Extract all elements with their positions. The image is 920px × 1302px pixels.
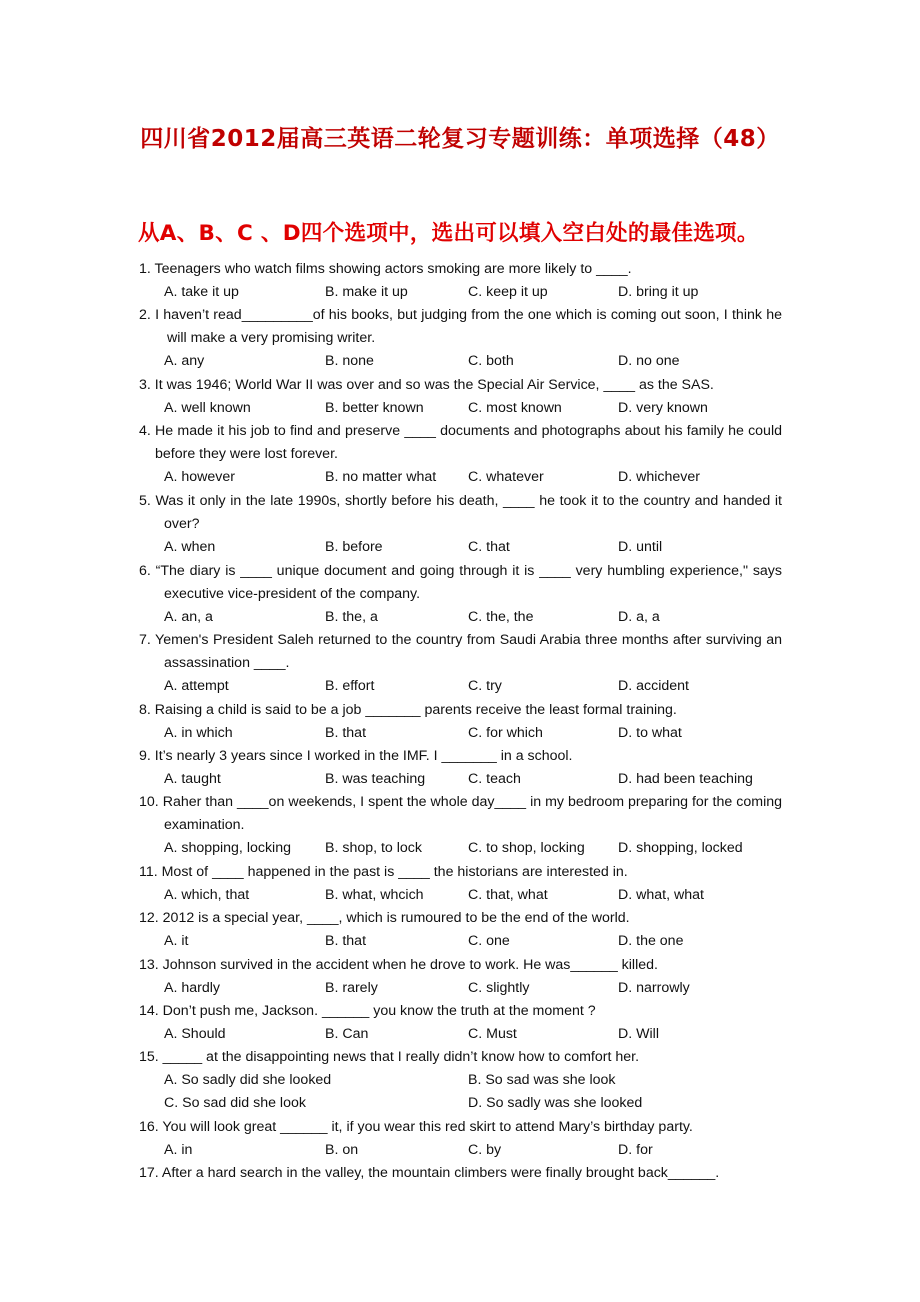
option-d: D. very known — [618, 400, 708, 417]
option-c: C. one — [468, 933, 510, 950]
option-d: D. had been teaching — [618, 771, 753, 788]
option-a: A. So sadly did she looked — [164, 1072, 332, 1089]
question-stem: 12. 2012 is a special year, ____, which is rumoured to be the end of the world. — [139, 910, 630, 926]
option-b: B. shop, to lock — [325, 840, 422, 857]
option-a: A. hardly — [164, 980, 220, 997]
option-b: B. was teaching — [325, 771, 426, 788]
question-options — [139, 350, 782, 373]
option-c: C. teach — [468, 771, 521, 788]
option-a: A. in — [164, 1142, 193, 1159]
option-d: D. until — [618, 539, 663, 556]
question-stem: 13. Johnson survived in the accident when he drove to work. He was______ killed. — [139, 957, 658, 973]
question-options — [139, 1023, 782, 1046]
question-3 — [139, 374, 782, 420]
option-b: B. what, whcich — [325, 887, 424, 904]
option-a: A. however — [164, 469, 235, 486]
question-options — [139, 977, 782, 1000]
page-title: 四川省2012届高三英语二轮复习专题训练：单项选择（48） — [140, 126, 780, 152]
option-c: C. keep it up — [468, 284, 548, 301]
question-options — [139, 466, 782, 489]
question-options — [139, 397, 782, 420]
option-c: C. the, the — [468, 609, 534, 626]
option-d: D. narrowly — [618, 980, 690, 997]
option-d: D. to what — [618, 725, 682, 742]
question-15 — [139, 1046, 782, 1115]
question-7 — [139, 629, 782, 698]
question-stem: 11. Most of ____ happened in the past is ____ the historians are interested in. — [139, 864, 628, 880]
question-stem: 2. I haven’t read_________of his books, but judging from the one which is coming out soon, I think he will make a very promising writer. — [139, 307, 782, 347]
option-d: D. bring it up — [618, 284, 699, 301]
option-a: A. well known — [164, 400, 251, 417]
question-1 — [139, 258, 782, 304]
question-options — [139, 837, 782, 860]
question-11 — [139, 861, 782, 907]
option-d: D. a, a — [618, 609, 660, 626]
option-c: C. to shop, locking — [468, 840, 585, 857]
question-options — [139, 281, 782, 304]
option-c: C. slightly — [468, 980, 530, 997]
question-9 — [139, 745, 782, 791]
question-options — [139, 722, 782, 745]
question-options — [139, 768, 782, 791]
question-options — [139, 606, 782, 629]
question-2 — [139, 304, 782, 373]
question-options — [139, 1139, 782, 1162]
option-b: B. that — [325, 725, 367, 742]
question-6 — [139, 560, 782, 629]
option-d: D. Will — [618, 1026, 659, 1043]
question-stem: 17. After a hard search in the valley, the mountain climbers were finally brought back______. — [139, 1165, 720, 1181]
question-options — [139, 675, 782, 698]
option-a: A. taught — [164, 771, 221, 788]
instruction-heading: 从A、B、C 、D四个选项中，选出可以填入空白处的最佳选项。 — [138, 221, 759, 246]
question-10 — [139, 791, 782, 860]
question-stem: 3. It was 1946; World War II was over and so was the Special Air Service, ____ as the SAS. — [139, 377, 714, 393]
option-c: C. try — [468, 678, 502, 695]
option-b: B. before — [325, 539, 383, 556]
question-stem: 8. Raising a child is said to be a job _______ parents receive the least formal training. — [139, 702, 677, 718]
question-options — [139, 1092, 782, 1115]
question-stem: 9. It’s nearly 3 years since I worked in the IMF. I _______ in a school. — [139, 748, 573, 764]
question-8 — [139, 699, 782, 745]
option-b: B. make it up — [325, 284, 408, 301]
question-13 — [139, 954, 782, 1000]
option-b: B. effort — [325, 678, 375, 695]
option-a: A. take it up — [164, 284, 239, 301]
question-options — [139, 930, 782, 953]
question-12 — [139, 907, 782, 953]
question-5 — [139, 490, 782, 559]
option-c: C. by — [468, 1142, 502, 1159]
option-a: A. any — [164, 353, 205, 370]
question-16 — [139, 1116, 782, 1162]
question-4 — [139, 420, 782, 489]
option-c: C. most known — [468, 400, 562, 417]
question-17 — [139, 1162, 782, 1185]
question-stem: 5. Was it only in the late 1990s, shortly before his death, ____ he took it to the country and handed it over? — [139, 493, 782, 533]
option-b: B. none — [325, 353, 374, 370]
option-d: D. no one — [618, 353, 680, 370]
option-c: C. Must — [468, 1026, 517, 1043]
option-d: D. for — [618, 1142, 653, 1159]
option-c: C. So sad did she look — [164, 1095, 306, 1112]
option-d: D. So sadly was she looked — [468, 1095, 643, 1112]
option-b: B. the, a — [325, 609, 378, 626]
option-d: D. accident — [618, 678, 689, 695]
option-b: B. no matter what — [325, 469, 437, 486]
option-b: B. better known — [325, 400, 424, 417]
question-stem: 15. _____ at the disappointing news that I really didn’t know how to comfort her. — [139, 1049, 640, 1065]
option-a: A. shopping, locking — [164, 840, 291, 857]
question-options — [139, 536, 782, 559]
option-b: B. So sad was she look — [468, 1072, 616, 1089]
option-a: A. when — [164, 539, 216, 556]
question-options — [139, 884, 782, 907]
option-d: D. shopping, locked — [618, 840, 743, 857]
option-a: A. attempt — [164, 678, 229, 695]
option-b: B. rarely — [325, 980, 378, 997]
option-a: A. which, that — [164, 887, 250, 904]
question-stem: 16. You will look great ______ it, if you wear this red skirt to attend Mary’s birthday party. — [139, 1119, 693, 1135]
question-stem: 4. He made it his job to find and preserve ____ documents and photographs about his family he could before they were lost forever. — [139, 423, 782, 463]
option-a: A. it — [164, 933, 189, 950]
option-b: B. on — [325, 1142, 359, 1159]
option-c: C. whatever — [468, 469, 544, 486]
question-stem: 10. Raher than ____on weekends, I spent the whole day____ in my bedroom preparing for the coming examination. — [139, 794, 782, 834]
option-d: D. what, what — [618, 887, 704, 904]
option-d: D. whichever — [618, 469, 701, 486]
option-c: C. that — [468, 539, 510, 556]
option-a: A. an, a — [164, 609, 213, 626]
question-stem: 7. Yemen's President Saleh returned to the country from Saudi Arabia three months after surviving an assassination ____. — [139, 632, 782, 672]
question-stem: 14. Don’t push me, Jackson. ______ you know the truth at the moment ? — [139, 1003, 596, 1019]
question-14 — [139, 1000, 782, 1046]
option-c: C. both — [468, 353, 514, 370]
option-a: A. Should — [164, 1026, 226, 1043]
option-b: B. that — [325, 933, 367, 950]
option-c: C. that, what — [468, 887, 548, 904]
question-stem: 6. “The diary is ____ unique document and going through it is ____ very humbling experience," says executive vice-president of the company. — [139, 563, 782, 603]
option-b: B. Can — [325, 1026, 369, 1043]
option-c: C. for which — [468, 725, 543, 742]
option-d: D. the one — [618, 933, 684, 950]
question-options — [139, 1069, 782, 1092]
option-a: A. in which — [164, 725, 233, 742]
question-stem: 1. Teenagers who watch films showing actors smoking are more likely to ____. — [139, 261, 632, 277]
